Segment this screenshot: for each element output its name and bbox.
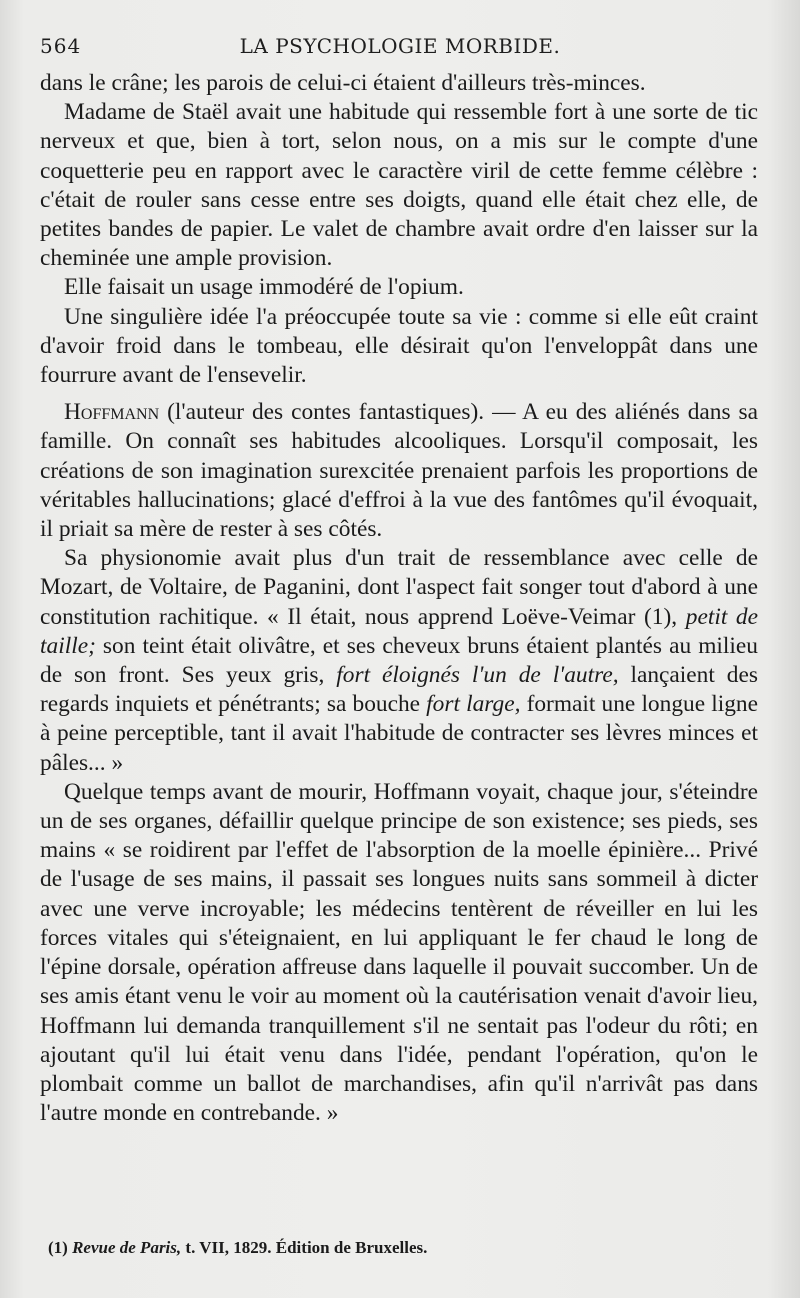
entry-name-hoffmann: Hoffmann [64, 399, 160, 426]
physiognomy-text-a: Sa physionomie avait plus d'un trait de ressemblance avec celle de Mozart, de Voltaire, de Paganini, dont l'aspect fait songer tout d'abord à une constitution rachitique. « Il était, nous apprend Loëve-Veimar (1), [40, 545, 758, 630]
paragraph-stael-opium: Elle faisait un usage immodéré de l'opium. [64, 274, 464, 301]
body-text [40, 69, 758, 1128]
paragraph-hoffmann-entry [40, 398, 758, 544]
paragraph-hoffmann-death: Quelque temps avant de mourir, Hoffmann voyait, chaque jour, s'éteindre un de ses organes, défaillir quelque principe de son existence; ses pieds, ses mains « se roidirent par l'effet de l'absorption de la moelle épinière... Privé de l'usage de ses mains, il passait ses longues nuits sans sommeil à dicter avec une verve incroyable; les médecins tentèrent de réveiller en lui les forces vitales qui s'éteignaient, en lui appliquant le fer chaud le long de l'épine dorsale, opération affreuse dans laquelle il pouvait succomber. Un de ses amis étant venu le voir au moment où la cautérisation venait d'avoir lieu, Hoffmann lui demanda tranquillement s'il ne sentait pas l'odeur du rôti; en ajoutant qu'il lui était venu dans l'idée, pendant l'opération, qu'on le plombait comme un ballot de marchandises, afin qu'il n'arrivât pas dans l'autre monde en contrebande. » [40, 778, 758, 1127]
physiognomy-italic-2: fort éloignés l'un de l'autre, [336, 662, 619, 689]
paragraph-stael-skull-end: dans le crâne; les parois de celui-ci étaient d'ailleurs très-minces. [40, 70, 646, 96]
footnote [48, 1238, 748, 1258]
entry-text-hoffmann: (l'auteur des contes fantastiques). — A eu des aliénés dans sa famille. On connaît ses habitudes alcooliques. Lorsqu'il composait, les créations de son imagination surexcitée prenaient parfois les proportions de véritables hallucinations; glacé d'effroi à la vue des fantômes qu'il évoquait, il priait sa mère de rester à ses côtés. [40, 399, 758, 543]
physiognomy-italic-3: fort large, [426, 691, 521, 718]
physiognomy-text-d: formait une longue ligne à peine perceptible, tant il avait l'habitude de contracter ses lèvres minces et pâles... » [40, 691, 758, 776]
physiognomy-italic-1: petit de taille; [40, 603, 759, 659]
page-number: 564 [40, 34, 82, 58]
paragraph-stael-habit: Madame de Staël avait une habitude qui ressemble fort à une sorte de tic nerveux et que, bien à tort, selon nous, on a mis sur le compte d'une coquetterie peu en rapport avec le caractère viril de cette femme célèbre : c'était de rouler sans cesse entre ses doigts, quand elle était chez elle, de petites bandes de papier. Le valet de chambre avait ordre d'en laisser sur la cheminée une ample provision. [40, 99, 758, 272]
footnote-source-title: Revue de Paris, [72, 1238, 182, 1257]
footnote-marker: (1) [48, 1238, 73, 1257]
paragraph-hoffmann-physiognomy [40, 544, 758, 778]
page-header [40, 34, 760, 64]
footnote-source-details: t. VII, 1829. Édition de Bruxelles. [181, 1238, 428, 1257]
running-title: LA PSYCHOLOGIE MORBIDE. [239, 34, 561, 58]
paragraph-stael-burial: Une singulière idée l'a préoccupée toute sa vie : comme si elle eût craint d'avoir froid dans le tombeau, elle désirait qu'on l'enveloppât dans une fourrure avant de l'ensevelir. [40, 303, 758, 389]
physiognomy-text-b: son teint était olivâtre, et ses cheveux bruns étaient plantés au milieu de son front. Ses yeux gris, [40, 632, 758, 689]
physiognomy-text-c: lançaient des regards inquiets et pénétrants; sa bouche [40, 662, 758, 718]
